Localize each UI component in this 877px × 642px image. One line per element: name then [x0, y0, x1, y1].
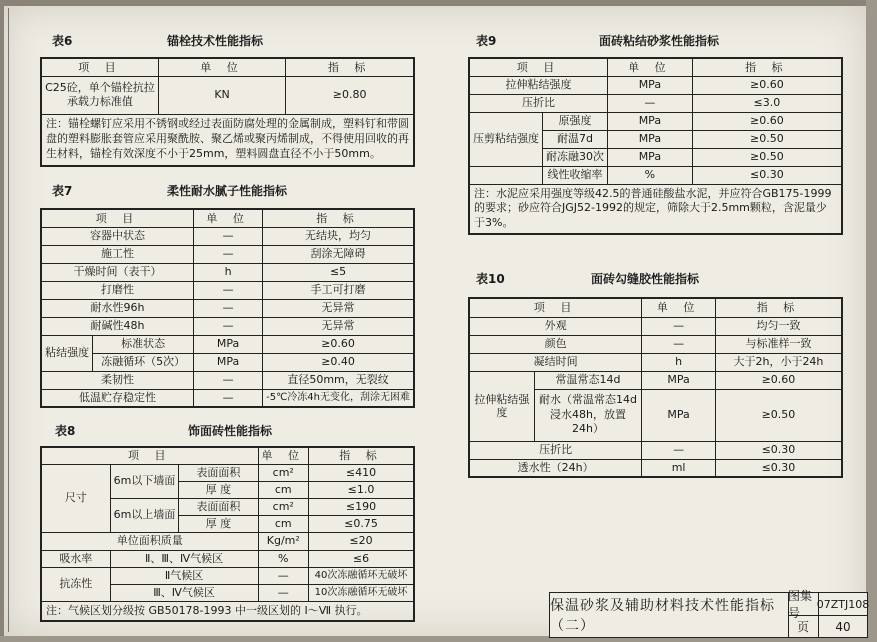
table7-cell: ≥0.40 [263, 353, 414, 371]
table6-cell: C25砼，单个锚栓抗拉承载力标准值 [41, 76, 158, 114]
table7-cell: 耐碱性48h [41, 317, 194, 335]
table7-row [41, 299, 414, 317]
table8-cell: Ⅱ、Ⅲ、Ⅳ气候区 [110, 550, 258, 567]
table7-header-value: 指 标 [263, 209, 414, 227]
table9-cell: 耐温7d [543, 130, 608, 148]
table10-cell: 大于2h，小于24h [715, 353, 842, 371]
page-edge [866, 0, 877, 642]
table9-cell: 拉伸粘结强度 [469, 76, 608, 94]
table7-cell: h [194, 263, 263, 281]
table10 [468, 297, 843, 478]
table9-note: 注：水泥应采用强度等级42.5的普通硅酸盐水泥，并应符合GB175-1999的要求；砂应符合JGJ52-1992的规定，筛除大于2.5mm颗粒，含泥量少于3%。 [469, 184, 842, 234]
table9-cell: ≥0.50 [692, 130, 842, 148]
table7-cell: MPa [194, 353, 263, 371]
table8-cell: 10次冻融循环无破坏 [309, 584, 414, 601]
table7-cell: -5℃冷冻4h无变化，刮涂无困难 [263, 389, 414, 407]
table10-header-item: 项 目 [469, 298, 642, 317]
table9-cell: 线性收缩率 [543, 166, 608, 184]
table10-cell: 颜色 [469, 335, 642, 353]
table7-cell: — [194, 299, 263, 317]
table7-header-unit: 单 位 [194, 209, 263, 227]
table7-cell: 手工可打磨 [263, 281, 414, 299]
table8-cell: 吸水率 [41, 550, 110, 567]
table9-cell: ≥0.60 [692, 112, 842, 130]
table8-cell: — [258, 584, 309, 601]
table9-cell: 压折比 [469, 94, 608, 112]
table8-cell: ≤410 [309, 464, 414, 481]
table8-cell: 表面面积 [179, 498, 258, 515]
table8-above-label: 6m以上墙面 [110, 498, 179, 532]
table10-cell: ≤0.30 [715, 459, 842, 477]
table9-header-unit: 单 位 [608, 58, 693, 76]
table9-header-value: 指 标 [692, 58, 842, 76]
table7-cell: 无异常 [263, 299, 414, 317]
table8-header-item: 项 目 [41, 447, 258, 464]
table7-cell: 冻融循环（5次） [93, 353, 194, 371]
table7-cell: — [194, 317, 263, 335]
table7-cell: 无结块，均匀 [263, 227, 414, 245]
table9-cell: ≥0.60 [692, 76, 842, 94]
table9-shear-label: 压剪粘结强度 [469, 112, 543, 166]
table7-cell: 无异常 [263, 317, 414, 335]
table8-cell: 厚 度 [179, 515, 258, 532]
table7-header-item: 项 目 [41, 209, 194, 227]
table6-cell: KN [158, 76, 285, 114]
page-number: 40 [835, 619, 851, 634]
drawing-title: 保温砂浆及辅助材料技术性能指标（二） [550, 593, 789, 637]
table7-row [41, 281, 414, 299]
table8-header-unit: 单 位 [258, 447, 309, 464]
table8-size-label: 尺寸 [41, 464, 110, 532]
table8-cell: % [258, 550, 309, 567]
table8-cell: ≤1.0 [309, 481, 414, 498]
atlas-number: 07ZTJ108 [819, 593, 867, 616]
table7-cell: MPa [194, 335, 263, 353]
table7-row [41, 263, 414, 281]
table10-cell: — [642, 317, 716, 335]
table9-cell: ≤0.30 [692, 166, 842, 184]
table10-cell: 耐水（常温常态14d浸水48h，放置24h） [534, 389, 641, 441]
table7-cell: 耐水性96h [41, 299, 194, 317]
table9-cell: ≤3.0 [692, 94, 842, 112]
table7-cell: — [194, 227, 263, 245]
table8-cell: ≤20 [309, 532, 414, 550]
atlas-label: 图集号 [788, 593, 819, 616]
table8-cell: cm² [258, 498, 309, 515]
title-block [549, 589, 870, 638]
table6-cell: ≥0.80 [286, 76, 414, 114]
table9 [468, 57, 843, 235]
table8-title: 饰面砖性能指标 [188, 424, 273, 438]
table8-cell: — [258, 567, 309, 584]
table7-cell: ≤5 [263, 263, 414, 281]
table7-cell: — [194, 245, 263, 263]
table8-cell: cm [258, 481, 309, 498]
table7 [40, 208, 415, 408]
table8-cell: ≤6 [309, 550, 414, 567]
table8-cell: Ⅲ、Ⅳ气候区 [110, 584, 258, 601]
table9-cell: — [608, 94, 693, 112]
table7-bond-label: 粘结强度 [41, 335, 93, 371]
page-label: 页 [788, 616, 819, 637]
table6-header-item: 项 目 [41, 58, 158, 76]
table10-title: 面砖勾缝胶性能指标 [591, 272, 700, 286]
table9-cell: % [608, 166, 693, 184]
table7-title: 柔性耐水腻子性能指标 [167, 184, 288, 198]
table8-number: 表8 [55, 424, 76, 438]
table10-cell: ≥0.60 [715, 371, 842, 389]
table9-header-item: 项 目 [469, 58, 608, 76]
table8-below-label: 6m以下墙面 [110, 464, 179, 498]
table8-note: 注：气候区划分级按 GB50178-1993 中一级区划的 Ⅰ～Ⅶ 执行。 [41, 601, 414, 621]
table7-row [41, 317, 414, 335]
table10-cell: ≥0.50 [715, 389, 842, 441]
table9-cell: 原强度 [543, 112, 608, 130]
table6-number: 表6 [52, 34, 73, 48]
table10-cell: 与标准样一致 [715, 335, 842, 353]
table7-cell: 施工性 [41, 245, 194, 263]
table10-number: 表10 [476, 272, 505, 286]
table8-cell: ≤190 [309, 498, 414, 515]
table6-note: 注：锚栓螺钉应采用不锈钢或经过表面防腐处理的金属制成，塑料钉和带圆盘的塑料膨胀套管应采用聚酰胺、聚乙烯或聚丙烯制成，不得使用回收的再生材料，锚栓有效深度不小于25mm，塑料圆盘直径不小于50mm。 [41, 114, 414, 166]
table6-title: 锚栓技术性能指标 [167, 34, 264, 48]
table8-cell: ≤0.75 [309, 515, 414, 532]
binding-edge [0, 8, 9, 632]
table7-cell: — [194, 371, 263, 389]
table7-row [41, 227, 414, 245]
table10-cell: — [642, 335, 716, 353]
table8-cell: 表面面积 [179, 464, 258, 481]
table6 [40, 57, 415, 167]
table10-header-unit: 单 位 [642, 298, 716, 317]
table7-cell: 直径50mm，无裂纹 [263, 371, 414, 389]
table8-cell: Kg/m² [258, 532, 309, 550]
table8-header-value: 指 标 [309, 447, 414, 464]
table7-cell: 干燥时间（表干） [41, 263, 194, 281]
table9-cell: MPa [608, 148, 693, 166]
table8-frost-label: 抗冻性 [41, 567, 110, 601]
table6-header-value: 指 标 [286, 58, 414, 76]
table8-cell: 40次冻融循环无破坏 [309, 567, 414, 584]
table7-cell: 低温贮存稳定性 [41, 389, 194, 407]
table10-cell: 常温常态14d [534, 371, 641, 389]
table9-title: 面砖粘结砂浆性能指标 [599, 34, 720, 48]
table7-cell: — [194, 281, 263, 299]
table9-cell: 耐冻融30次 [543, 148, 608, 166]
table8-cell: cm² [258, 464, 309, 481]
table10-cell: 均匀一致 [715, 317, 842, 335]
table7-cell: 刮涂无障碍 [263, 245, 414, 263]
table10-cell: MPa [642, 371, 716, 389]
table10-cell: 透水性（24h） [469, 459, 642, 477]
table10-tensile-label: 拉伸粘结强度 [469, 371, 534, 441]
table10-header-value: 指 标 [715, 298, 842, 317]
table8-cell: 单位面积质量 [41, 532, 258, 550]
table8-cell: Ⅱ气候区 [110, 567, 258, 584]
table9-cell: MPa [608, 130, 693, 148]
table10-cell: — [642, 441, 716, 459]
table10-cell: h [642, 353, 716, 371]
table7-row [41, 245, 414, 263]
table8-cell: cm [258, 515, 309, 532]
table7-cell: 标准状态 [93, 335, 194, 353]
table8 [40, 446, 415, 622]
table7-cell: ≥0.60 [263, 335, 414, 353]
table9-cell: MPa [608, 76, 693, 94]
table7-cell: 容器中状态 [41, 227, 194, 245]
table10-cell: 外观 [469, 317, 642, 335]
table10-cell: ≤0.30 [715, 441, 842, 459]
table6-header-unit: 单 位 [158, 58, 285, 76]
table8-cell: 厚 度 [179, 481, 258, 498]
table7-number: 表7 [52, 184, 73, 198]
table10-cell: 凝结时间 [469, 353, 642, 371]
table7-cell: 柔韧性 [41, 371, 194, 389]
table9-cell: ≥0.50 [692, 148, 842, 166]
table10-cell: 压折比 [469, 441, 642, 459]
table10-cell: ml [642, 459, 716, 477]
table9-number: 表9 [476, 34, 497, 48]
table10-cell: MPa [642, 389, 716, 441]
table7-cell: 打磨性 [41, 281, 194, 299]
table7-cell: — [194, 389, 263, 407]
table9-cell: MPa [608, 112, 693, 130]
